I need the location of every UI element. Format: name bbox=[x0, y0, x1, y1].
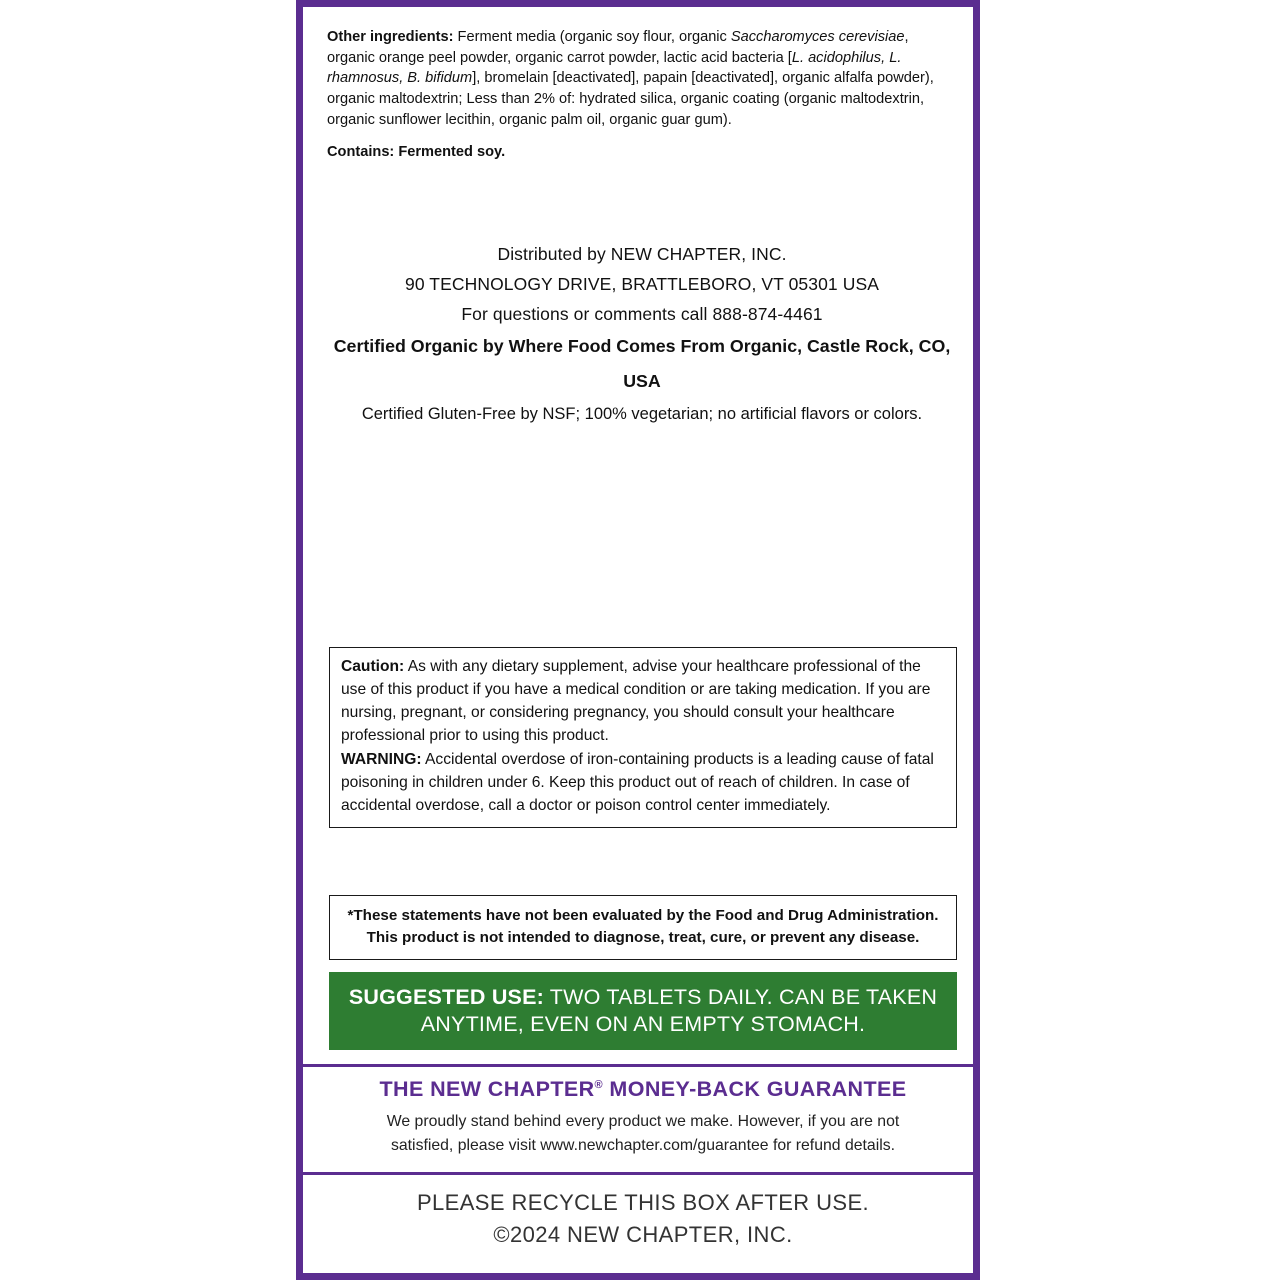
ingredients-section bbox=[327, 27, 957, 160]
distributor-phone: For questions or comments call 888-874-4461 bbox=[461, 304, 823, 325]
other-ingredients-italic-2: L. acidophilus, L. rhamnosus, B. bifidum bbox=[327, 49, 902, 87]
other-ingredients-italic-1: Saccharomyces cerevisiae bbox=[730, 29, 905, 45]
caution-paragraph bbox=[341, 656, 945, 748]
contains-statement: Contains: Fermented soy. bbox=[327, 143, 506, 160]
other-ingredients-paragraph bbox=[327, 27, 957, 131]
distributor-section bbox=[327, 239, 957, 430]
suggested-use-detail: TWO TABLETS DAILY. CAN BE TAKEN ANYTIME, EVEN ON AN EMPTY STOMACH. bbox=[420, 985, 938, 1036]
other-ingredients-label: Other ingredients: bbox=[327, 29, 454, 45]
divider-above-guarantee bbox=[303, 1064, 973, 1067]
copyright-notice: ©2024 NEW CHAPTER, INC. bbox=[493, 1221, 793, 1247]
fda-disclaimer-line-1: *These statements have not been evaluated by the Food and Drug Administration. bbox=[347, 907, 939, 924]
guarantee-body-line-2: satisfied, please visit www.newchapter.com/guarantee for refund details. bbox=[390, 1136, 895, 1154]
divider-above-footer bbox=[303, 1172, 973, 1175]
certified-organic-line: Certified Organic by Where Food Comes From Organic, Castle Rock, CO, USA bbox=[333, 336, 951, 391]
suggested-use-label: SUGGESTED USE: bbox=[348, 985, 544, 1010]
suggested-use-text bbox=[343, 984, 943, 1038]
guarantee-title-part-1: THE NEW CHAPTER bbox=[379, 1077, 595, 1101]
guarantee-body-line-1: We proudly stand behind every product we make. However, if you are not bbox=[386, 1113, 900, 1130]
label-inner-area bbox=[303, 7, 973, 1273]
footer-section bbox=[329, 1187, 957, 1251]
other-ingredients-text-2: , organic orange peel powder, organic carrot powder, lactic acid bacteria [ bbox=[327, 29, 909, 66]
recycle-notice: PLEASE RECYCLE THIS BOX AFTER USE. bbox=[416, 1190, 870, 1215]
fda-disclaimer-line-2: This product is not intended to diagnose, treat, cure, or prevent any disease. bbox=[366, 929, 920, 947]
warning-paragraph bbox=[341, 749, 945, 818]
gluten-free-line: Certified Gluten-Free by NSF; 100% vegetarian; no artificial flavors or colors. bbox=[361, 404, 923, 423]
registered-trademark-icon: ® bbox=[594, 1078, 604, 1091]
caution-warning-box bbox=[329, 647, 957, 828]
caution-text: As with any dietary supplement, advise your healthcare professional of the use of this product if you have a medical condition or are taking medication. If you are nursing, pregnant, or considering pregnancy, you should consult your healthcare professional prior to using this product. bbox=[341, 658, 931, 744]
caution-label: Caution: bbox=[341, 658, 405, 675]
other-ingredients-text-3: ], bromelain [deactivated], papain [deactivated], organic alfalfa powder), organic maltodextrin; Less than 2% of: hydrated silica, organic coating (organic maltodextrin, organic sunflower lecithin, organic palm oil, organic guar gum). bbox=[327, 70, 934, 128]
money-back-guarantee-section bbox=[329, 1077, 957, 1157]
label-purple-border-panel bbox=[296, 0, 980, 1280]
guarantee-title bbox=[329, 1077, 957, 1102]
warning-label: WARNING: bbox=[341, 750, 422, 768]
distributor-name: Distributed by NEW CHAPTER, INC. bbox=[497, 244, 787, 264]
guarantee-title-part-2: MONEY-BACK GUARANTEE bbox=[603, 1077, 907, 1101]
other-ingredients-text-1: Ferment media (organic soy flour, organic bbox=[453, 29, 731, 45]
distributor-address: 90 TECHNOLOGY DRIVE, BRATTLEBORO, VT 05301 USA bbox=[404, 274, 880, 295]
suggested-use-banner bbox=[329, 972, 957, 1050]
fda-disclaimer-box bbox=[329, 895, 957, 960]
warning-text: Accidental overdose of iron-containing products is a leading cause of fatal poisoning in children under 6. Keep this product out of reach of children. In case of accidental overdose, call a doctor or poison control center immediately. bbox=[341, 750, 934, 814]
